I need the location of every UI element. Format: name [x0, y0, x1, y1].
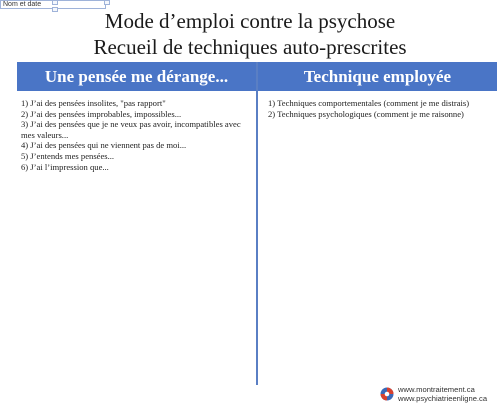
list-item: 3) J’ai des pensées que je ne veux pas avoir, incompatibles avec mes valeurs... [21, 119, 241, 140]
list-item: 2) J’ai des pensées improbables, impossibles... [21, 108, 182, 119]
list-item: 2) Techniques psychologiques (comment je me raisonne) [268, 108, 464, 119]
name-date-field[interactable]: Nom et date [0, 0, 106, 9]
technique-list [268, 98, 490, 119]
list-item: 1) J’ai des pensées insolites, "pas rapport" [21, 98, 166, 108]
list-item: 6) J’ai l’impression que... [21, 161, 109, 172]
thought-list [21, 98, 246, 172]
field-resize-handle[interactable] [104, 0, 110, 5]
list-item: 5) J’entends mes pensées... [21, 150, 115, 161]
field-resize-handle[interactable] [52, 0, 58, 5]
brand-footer [380, 384, 500, 405]
list-item: 1) Techniques comportementales (comment je me distrais) [268, 98, 470, 108]
globe-logo-icon [380, 387, 394, 401]
column-header-technique: Technique employée [258, 62, 497, 91]
page-subtitle: Recueil de techniques auto-prescrites [93, 35, 407, 59]
column-header-thought: Une pensée me dérange... [17, 62, 256, 91]
list-item: 4) J’ai des pensées qui ne viennent pas de moi... [21, 140, 187, 151]
brand-link[interactable]: www.psychiatrieenligne.ca [398, 394, 488, 403]
column-divider [256, 62, 258, 385]
brand-link[interactable]: www.montraitement.ca [398, 385, 475, 394]
page-title: Mode d’emploi contre la psychose [104, 9, 396, 33]
